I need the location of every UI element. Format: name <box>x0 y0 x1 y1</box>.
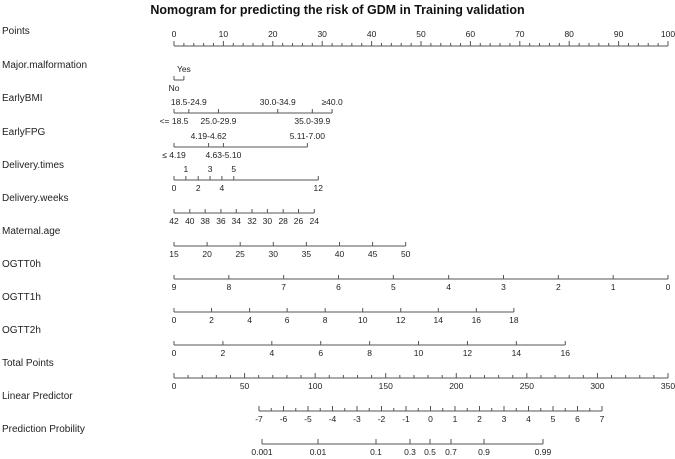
level-label: 30.0-34.9 <box>259 97 296 107</box>
total-points-tick-label: 250 <box>519 381 534 391</box>
level-label: 1 <box>183 164 189 174</box>
level-label: 34 <box>231 216 241 226</box>
level-label: 12 <box>462 348 473 358</box>
level-label: 14 <box>433 315 444 325</box>
level-label: 35 <box>301 249 312 259</box>
linear-predictor-tick-label: -4 <box>328 414 337 424</box>
linear-predictor-tick-label: -3 <box>353 414 361 424</box>
level-label: 14 <box>511 348 522 358</box>
linear-predictor-tick-label: 4 <box>526 414 531 424</box>
level-label: 4 <box>219 183 225 193</box>
total-points-tick-label: 300 <box>590 381 605 391</box>
level-label: 25.0-29.9 <box>200 116 237 126</box>
level-label: ≥40.0 <box>321 97 343 107</box>
linear-predictor-tick-label: 1 <box>452 414 458 424</box>
level-label: 16 <box>471 315 482 325</box>
probability-tick-label: 0.3 <box>404 447 416 457</box>
points-tick-label: 80 <box>564 29 574 39</box>
level-label: 32 <box>247 216 257 226</box>
points-tick-label: 70 <box>515 29 525 39</box>
level-label: 4 <box>269 348 275 358</box>
level-label: 2 <box>195 183 201 193</box>
total-points-tick-label: 50 <box>239 381 250 391</box>
row-label-ogtt1h: OGTT1h <box>2 292 41 303</box>
level-label: 28 <box>278 216 288 226</box>
row-label-ogtt0h: OGTT0h <box>2 259 41 270</box>
level-label: 4.63-5.10 <box>205 150 242 160</box>
level-label: 9 <box>171 282 177 292</box>
level-label: 5 <box>231 164 237 174</box>
linear-predictor-tick-label: 2 <box>477 414 482 424</box>
level-label: 24 <box>309 216 320 226</box>
level-label: 40 <box>185 216 195 226</box>
level-label: 15 <box>169 249 179 259</box>
points-tick-label: 20 <box>268 29 278 39</box>
level-label: 45 <box>367 249 378 259</box>
level-label: 10 <box>413 348 424 358</box>
level-label: 2 <box>209 315 214 325</box>
level-label: 0 <box>171 315 177 325</box>
level-label: 10 <box>357 315 368 325</box>
level-label: 4.19-4.62 <box>190 131 227 141</box>
level-label: 16 <box>560 348 570 358</box>
level-label: 8 <box>322 315 328 325</box>
points-tick-label: 60 <box>465 29 476 39</box>
level-label: 26 <box>293 216 304 226</box>
linear-predictor-tick-label: 7 <box>599 414 605 424</box>
points-tick-label: 30 <box>317 29 327 39</box>
row-label-linear-predictor: Linear Predictor <box>2 391 73 402</box>
total-points-tick-label: 0 <box>171 381 177 391</box>
probability-tick-label: 0.001 <box>251 447 273 457</box>
probability-tick-label: 0.01 <box>309 447 327 457</box>
linear-predictor-tick-label: -6 <box>279 414 288 424</box>
level-label: 35.0-39.9 <box>294 116 331 126</box>
probability-tick-label: 0.7 <box>445 447 457 457</box>
level-label: 4 <box>247 315 252 325</box>
row-label-total-points: Total Points <box>2 358 54 369</box>
probability-tick-label: 0.99 <box>534 447 552 457</box>
linear-predictor-tick-label: 0 <box>428 414 433 424</box>
linear-predictor-tick-label: 6 <box>575 414 580 424</box>
points-tick-label: 90 <box>613 29 624 39</box>
level-label: 30 <box>262 216 273 226</box>
level-label: ≤ 4.19 <box>162 150 186 160</box>
level-label: No <box>168 83 180 93</box>
probability-tick-label: 0.9 <box>478 447 490 457</box>
level-label: 1 <box>610 282 616 292</box>
level-label: <= 18.5 <box>159 116 189 126</box>
probability-tick-label: 0.1 <box>370 447 382 457</box>
level-label: 5 <box>390 282 396 292</box>
row-label-earlybmi: EarlyBMI <box>2 93 43 104</box>
level-label: 20 <box>202 249 212 259</box>
level-label: 0 <box>171 183 177 193</box>
level-label: 30 <box>268 249 279 259</box>
level-label: 38 <box>200 216 210 226</box>
points-tick-label: 10 <box>218 29 229 39</box>
level-label: 0 <box>171 348 177 358</box>
row-label-delivery-weeks: Delivery.weeks <box>2 193 69 204</box>
total-points-tick-label: 350 <box>660 381 675 391</box>
level-label: 42 <box>169 216 179 226</box>
row-label-delivery-times: Delivery.times <box>2 160 65 171</box>
level-label: 12 <box>313 183 323 193</box>
row-label-major-malformation: Major.malformation <box>2 60 88 71</box>
row-label-earlyfpg: EarlyFPG <box>2 127 46 138</box>
row-label-points: Points <box>2 26 30 37</box>
level-label: 25 <box>235 249 245 259</box>
linear-predictor-tick-label: -1 <box>402 414 410 424</box>
total-points-tick-label: 200 <box>449 381 464 391</box>
level-label: 6 <box>284 315 290 325</box>
level-label: Yes <box>176 64 191 74</box>
level-label: 0 <box>665 282 671 292</box>
linear-predictor-tick-label: 5 <box>550 414 556 424</box>
linear-predictor-tick-label: 3 <box>501 414 507 424</box>
linear-predictor-tick-label: -2 <box>377 414 386 424</box>
level-label: 5.11-7.00 <box>289 131 326 141</box>
level-label: 18 <box>509 315 519 325</box>
level-label: 7 <box>281 282 287 292</box>
level-label: 8 <box>226 282 232 292</box>
level-label: 18.5-24.9 <box>170 97 207 107</box>
row-label-ogtt2h: OGTT2h <box>2 325 41 336</box>
chart-title: Nomogram for predicting the risk of GDM in Training validation <box>150 3 525 17</box>
points-tick-label: 0 <box>171 29 177 39</box>
points-tick-label: 50 <box>416 29 426 39</box>
points-tick-label: 40 <box>366 29 377 39</box>
level-label: 40 <box>334 249 345 259</box>
total-points-tick-label: 150 <box>378 381 393 391</box>
row-label-maternal-age: Maternal.age <box>2 226 61 237</box>
level-label: 2 <box>220 348 226 358</box>
level-label: 4 <box>446 282 452 292</box>
level-label: 3 <box>501 282 506 292</box>
points-tick-label: 100 <box>660 29 675 39</box>
level-label: 8 <box>367 348 372 358</box>
level-label: 6 <box>318 348 324 358</box>
level-label: 36 <box>216 216 226 226</box>
level-label: 12 <box>396 315 406 325</box>
level-label: 3 <box>207 164 213 174</box>
linear-predictor-tick-label: -5 <box>304 414 312 424</box>
probability-tick-label: 0.5 <box>424 447 436 457</box>
total-points-tick-label: 100 <box>308 381 323 391</box>
level-label: 50 <box>400 249 411 259</box>
row-label-prediction-probability: Prediction Probility <box>2 424 85 435</box>
level-label: 6 <box>336 282 341 292</box>
level-label: 2 <box>555 282 561 292</box>
linear-predictor-tick-label: -7 <box>255 414 263 424</box>
